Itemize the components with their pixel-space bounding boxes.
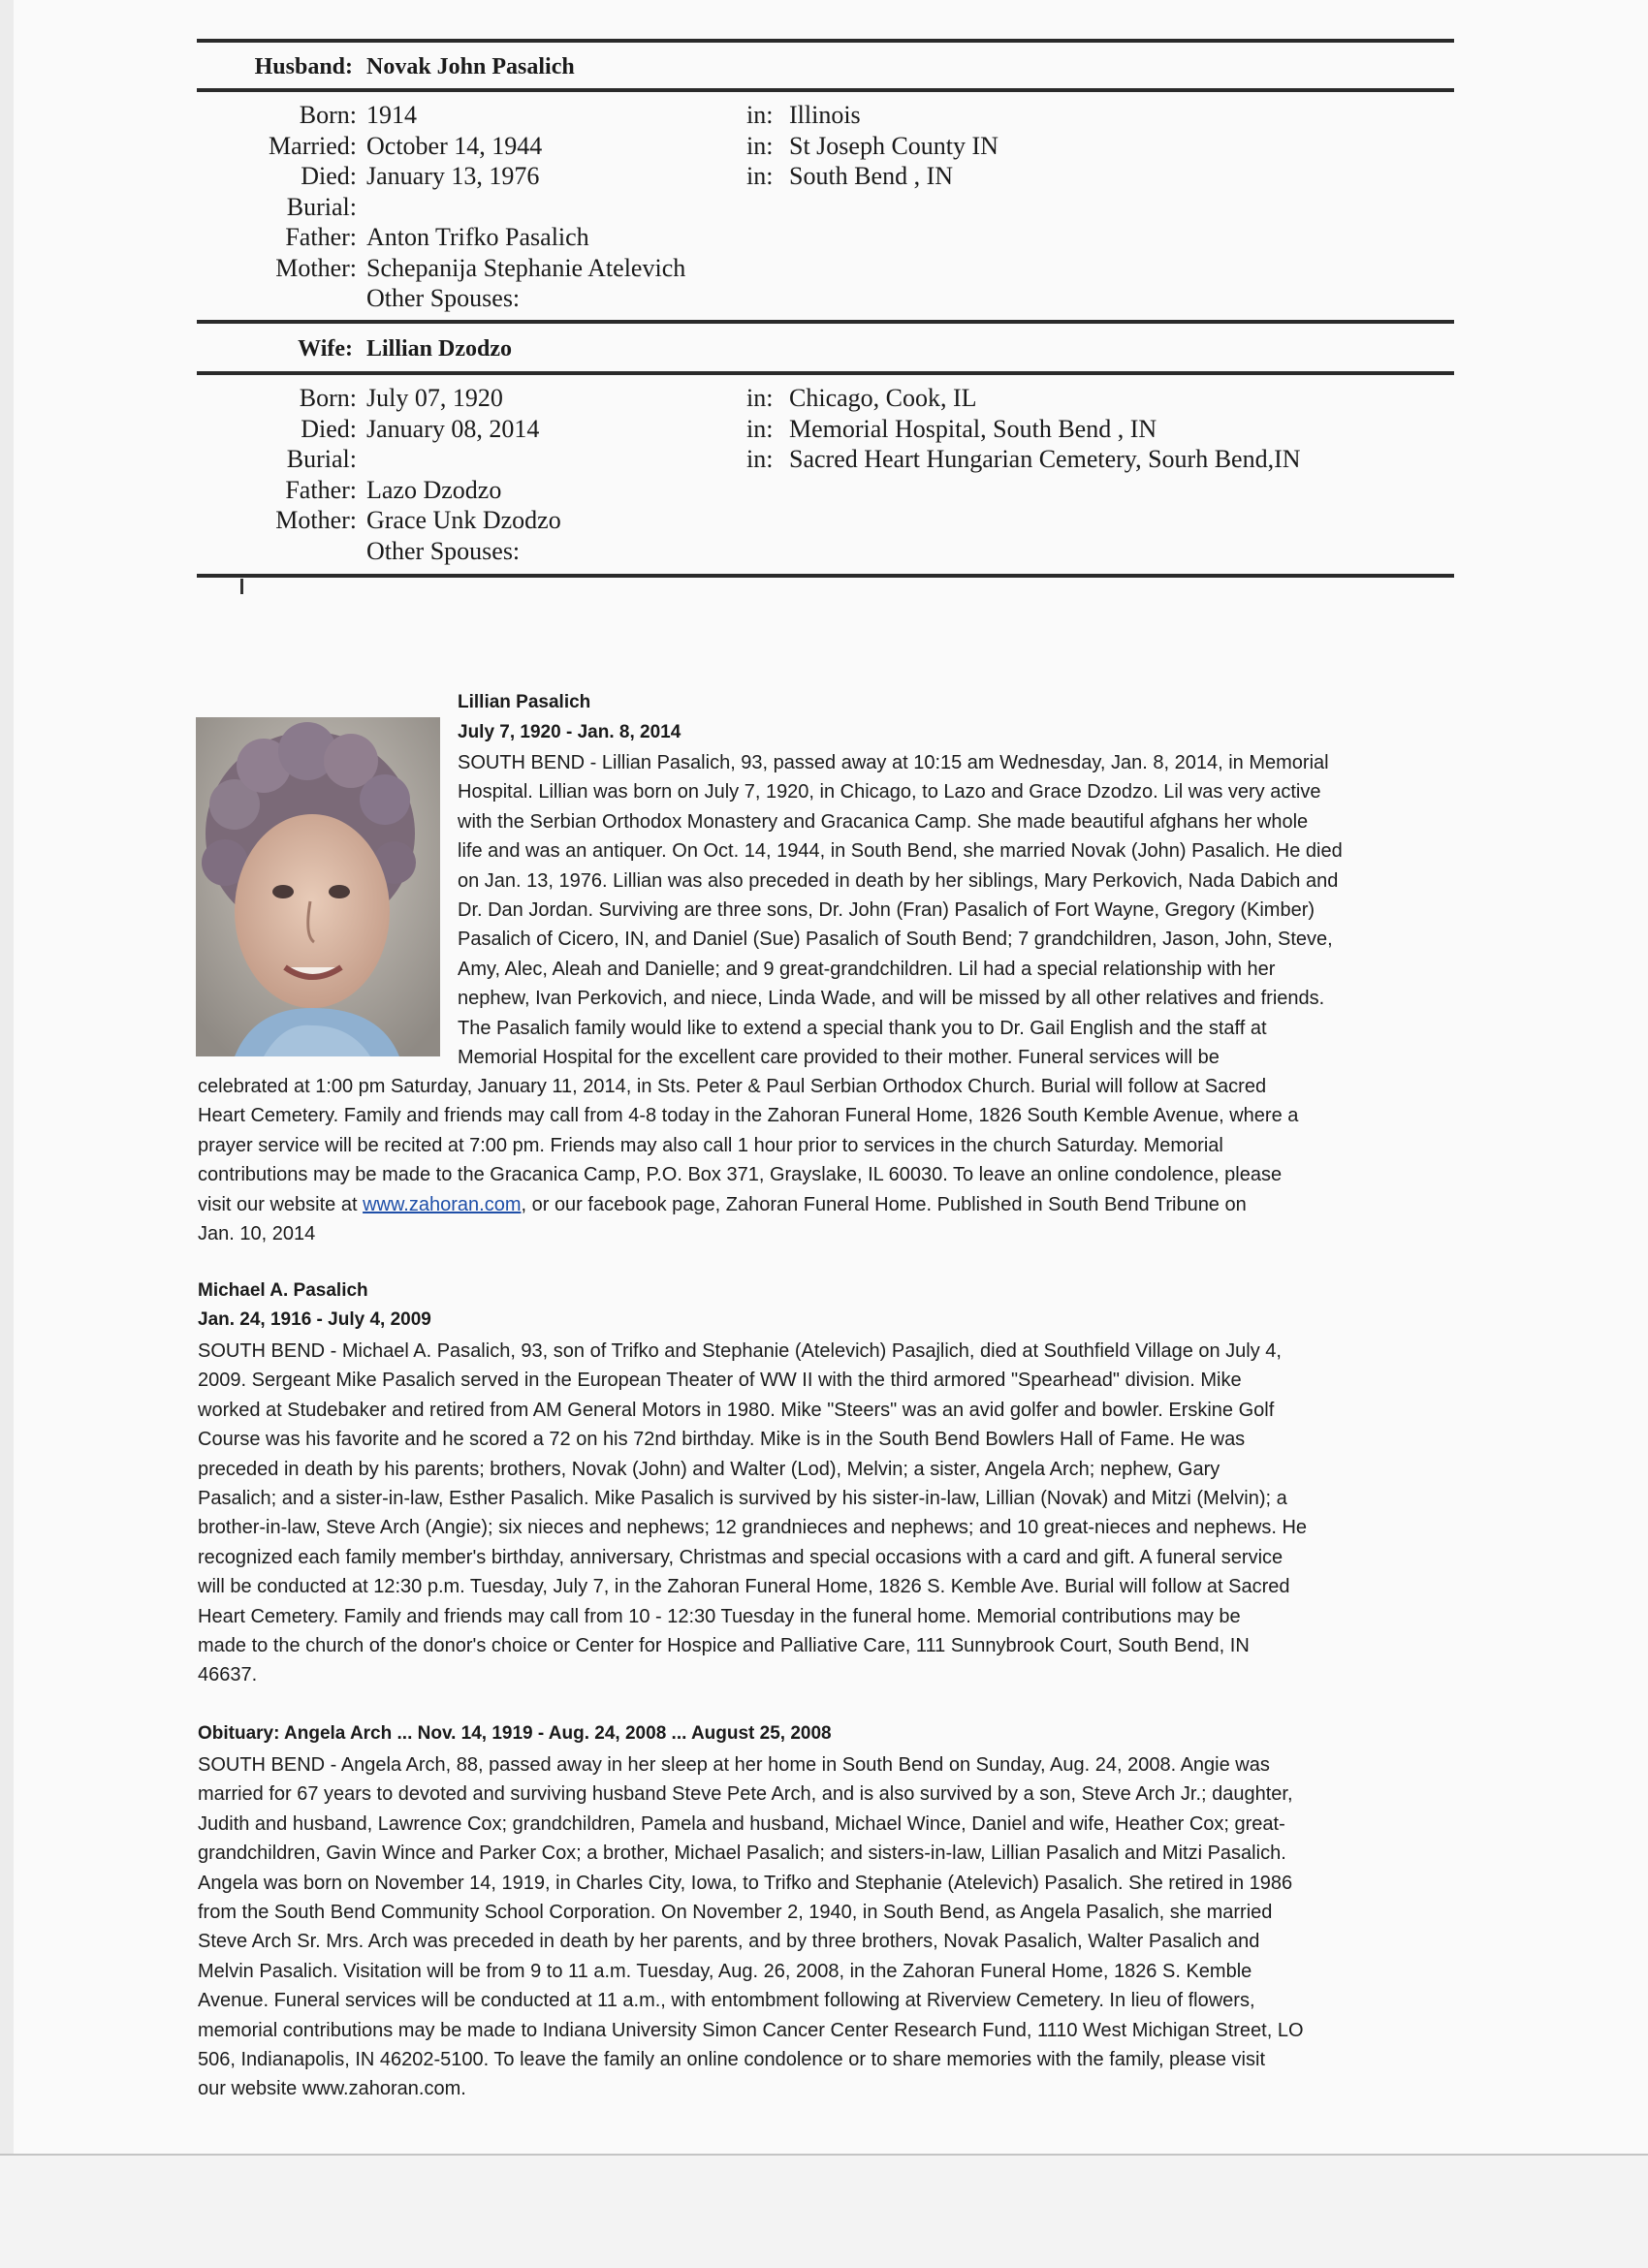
obit2-text-line: worked at Studebaker and retired from AM General Motors in 1980. Mike "Steers" was an avid golfer and bowler. Erskine Golf (198, 1399, 1275, 1421)
obit1-text-line: Amy, Alec, Aleah and Danielle; and 9 great-grandchildren. Lil had a special relationship with her (458, 958, 1276, 980)
obit1-wrapped-text (458, 748, 1343, 1072)
husband-fact-value: January 13, 1976 (366, 162, 540, 190)
portrait-photo (196, 717, 440, 1056)
husband-fact-label: Burial: (286, 192, 357, 221)
obit1-full-text (198, 1072, 1298, 1190)
wife-fact-in: in: (746, 384, 774, 412)
obit2-name: Michael A. Pasalich (198, 1280, 368, 1301)
obit1-text-line: The Pasalich family would like to extend a special thank you to Dr. Gail English and the staff at (458, 1017, 1267, 1039)
obit1-text-line: SOUTH BEND - Lillian Pasalich, 93, passed away at 10:15 am Wednesday, Jan. 8, 2014, in Memorial (458, 752, 1329, 773)
husband-fact-place: St Joseph County IN (789, 131, 998, 160)
obit2-text-line: recognized each family member's birthday, anniversary, Christmas and special occasions with a card and gift. A funeral service (198, 1546, 1284, 1568)
husband-fact-label: Born: (299, 101, 357, 129)
top-rule (197, 39, 1454, 43)
obit3-text-line: Melvin Pasalich. Visitation will be from 9 to 11 a.m. Tuesday, Aug. 26, 2008, in the Zahoran Funeral Home, 1826 S. Kemble (198, 1960, 1252, 1982)
obit2-text-line: preceded in death by his parents; brothers, Novak (John) and Walter (Lod), Melvin; a sister, Angela Arch; nephew, Gary (198, 1458, 1220, 1480)
husband-name: Novak John Pasalich (366, 54, 575, 79)
husband-fact-value: Other Spouses: (366, 284, 521, 312)
obit2-text-line: Course was his favorite and he scored a 72 on his 72nd birthday. Mike is in the South Bend Bowlers Hall of Fame. He was (198, 1429, 1246, 1451)
obit2-text-line: 46637. (198, 1664, 258, 1686)
husband-fact-place: South Bend , IN (789, 162, 953, 190)
scan-bottom-edge (0, 2154, 1648, 2268)
obit3-text-line: Avenue. Funeral services will be conducted at 11 a.m., with entombment following at Riverview Cemetery. In lieu of flowers, (198, 1990, 1255, 2012)
obit1-text-line: nephew, Ivan Perkovich, and niece, Linda Wade, and will be missed by all other relatives and friends. (458, 988, 1325, 1010)
husband-fact-in: in: (746, 162, 774, 190)
obit1-text-line: Hospital. Lillian was born on July 7, 1920, in Chicago, to Lazo and Grace Dzodzo. Lil was very active (458, 781, 1321, 803)
obit1-text-line: life and was an antiquer. On Oct. 14, 1944, in South Bend, she married Novak (John) Pasalich. He died (458, 840, 1343, 863)
obit3-text-line: from the South Bend Community School Corporation. On November 2, 1940, in South Bend, as Angela Pasalich, she married (198, 1901, 1273, 1923)
wife-fact-label: Born: (299, 384, 357, 412)
portrait-image (196, 717, 440, 1056)
obit1-name: Lillian Pasalich (458, 692, 591, 712)
obit3-text-line: married for 67 years to devoted and surviving husband Steve Pete Arch, and is also survived by a son, Steve Arch Jr.; daughter, (198, 1783, 1293, 1806)
obit2-text-line: Pasalich; and a sister-in-law, Esther Pasalich. Mike Pasalich is survived by his sister-in-law, Lillian (Novak) and Mitzi (Melvin); a (198, 1487, 1287, 1509)
obit3-text-line: memorial contributions may be made to Indiana University Simon Cancer Center Research Fund, 1110 West Michigan Street, LO (198, 2019, 1304, 2041)
zahoran-website-link[interactable]: www.zahoran.com (363, 1194, 522, 1215)
rule-tick (240, 579, 243, 594)
husband-rule (197, 88, 1454, 92)
obit3-text-line: Angela was born on November 14, 1919, in Charles City, Iowa, to Trifko and Stephanie (Atelevich) Pasalich. She retired in 1986 (198, 1872, 1293, 1894)
obit2-text-line: brother-in-law, Steve Arch (Angie); six nieces and nephews; 12 grandnieces and nephews; and 10 great-nieces and nephews. He (198, 1517, 1308, 1539)
wife-fact-value: January 08, 2014 (366, 414, 540, 443)
husband-fact-label: Mother: (275, 253, 357, 282)
husband-heading-label: Husband: (254, 54, 353, 79)
obit3-text-line: Judith and husband, Lawrence Cox; grandchildren, Pamela and husband, Michael Wince, Daniel and wife, Heather Cox; great- (198, 1812, 1285, 1835)
wife-fact-place: Chicago, Cook, IL (789, 384, 977, 412)
wife-fact-label: Died: (301, 414, 357, 443)
obit3-text-line: 506, Indianapolis, IN 46202-5100. To leave the family an online condolence or to share memories with the family, please visit (198, 2048, 1265, 2070)
wife-fact-value: Other Spouses: (366, 536, 521, 565)
obit3-text-line: our website www.zahoran.com. (198, 2078, 466, 2100)
obit1-text-line: prayer service will be recited at 7:00 pm. Friends may also call 1 hour prior to services in the church Saturday. Memorial (198, 1134, 1223, 1156)
obit1-text-line: Memorial Hospital for the excellent care provided to their mother. Funeral services will be (458, 1046, 1220, 1068)
wife-fact-value: July 07, 1920 (366, 384, 503, 412)
scan-edge (0, 0, 14, 2266)
husband-fact-value: Schepanija Stephanie Atelevich (366, 253, 686, 282)
husband-fact-in: in: (746, 101, 774, 129)
wife-fact-label: Father: (285, 475, 357, 504)
obit1-text-line: Dr. Dan Jordan. Surviving are three sons, Dr. John (Fran) Pasalich of Fort Wayne, Gregory (Kimber) (458, 898, 1315, 921)
husband-fact-value: 1914 (366, 101, 417, 129)
obit1-dates: July 7, 1920 - Jan. 8, 2014 (458, 722, 681, 742)
obit2-dates: Jan. 24, 1916 - July 4, 2009 (198, 1309, 431, 1330)
obit1-text-line: Pasalich of Cicero, IN, and Daniel (Sue) Pasalich of South Bend; 7 grandchildren, Jason, John, Steve, (458, 929, 1333, 951)
obit2-text-line: SOUTH BEND - Michael A. Pasalich, 93, son of Trifko and Stephanie (Atelevich) Pasajlich, died at Southfield Village on July 4, (198, 1340, 1282, 1362)
wife-fact-in: in: (746, 445, 774, 473)
wife-fact-place: Memorial Hospital, South Bend , IN (789, 414, 1157, 443)
wife-fact-label: Burial: (286, 445, 357, 473)
husband-fact-label: Father: (285, 223, 357, 251)
obit2-text-line: made to the church of the donor's choice or Center for Hospice and Palliative Care, 111 Sunnybrook Court, South Bend, IN (198, 1634, 1250, 1656)
husband-fact-label: Died: (301, 162, 357, 190)
obit3-text-line: SOUTH BEND - Angela Arch, 88, passed away in her sleep at her home in South Bend on Sunday, Aug. 24, 2008. Angie was (198, 1754, 1270, 1776)
wife-name: Lillian Dzodzo (366, 336, 513, 362)
wife-fact-in: in: (746, 414, 774, 443)
obit2-text-line: will be conducted at 12:30 p.m. Tuesday, July 7, in the Zahoran Funeral Home, 1826 S. Kemble Ave. Burial will follow at Sacred (198, 1576, 1290, 1598)
husband-fact-in: in: (746, 131, 774, 160)
obit1-text-line: Heart Cemetery. Family and friends may call from 4-8 today in the Zahoran Funeral Home, 1826 South Kemble Avenue, where a (198, 1105, 1299, 1127)
obit1-text-line: contributions may be made to the Gracanica Camp, P.O. Box 371, Grayslake, IL 60030. To leave an online condolence, please (198, 1164, 1283, 1186)
wife-fact-value: Lazo Dzodzo (366, 475, 502, 504)
wife-fact-place: Sacred Heart Hungarian Cemetery, Sourh Bend,IN (789, 445, 1301, 473)
wife-fact-value: Grace Unk Dzodzo (366, 506, 561, 534)
wife-heading-label: Wife: (298, 336, 353, 362)
obit3-text-line: Steve Arch Sr. Mrs. Arch was preceded in death by her parents, and by three brothers, Novak Pasalich, Walter Pasalich and (198, 1931, 1260, 1953)
obit3-text (198, 1750, 1304, 2104)
obit3-text-line: grandchildren, Gavin Wince and Parker Cox; a brother, Michael Pasalich; and sisters-in-law, Lillian Pasalich and Mitzi Pasalich. (198, 1843, 1286, 1865)
obit1-last-line: Jan. 10, 2014 (198, 1223, 316, 1245)
husband-fact-place: Illinois (789, 101, 861, 129)
obit2-text (198, 1337, 1307, 1690)
obit1-link-before: visit our website at (198, 1194, 364, 1215)
husband-fact-value: Anton Trifko Pasalich (366, 223, 589, 251)
wife-fact-label: Mother: (275, 506, 357, 534)
wife-top-rule (197, 320, 1454, 324)
obit1-text-line: with the Serbian Orthodox Monastery and Gracanica Camp. She made beautiful afghans her whole (458, 810, 1309, 833)
husband-fact-value: October 14, 1944 (366, 131, 543, 160)
obit1-link-paragraph (198, 1190, 1247, 1249)
wife-rule (197, 371, 1454, 375)
obit2-text-line: 2009. Sergeant Mike Pasalich served in the European Theater of WW II with the third armored "Spearhead" division. Mike (198, 1370, 1242, 1392)
obit1-text-line: on Jan. 13, 1976. Lillian was also preceded in death by her siblings, Mary Perkovich, Nada Dabich and (458, 869, 1339, 892)
obit3-heading: Obituary: Angela Arch ... Nov. 14, 1919 - Aug. 24, 2008 ... August 25, 2008 (198, 1723, 832, 1744)
obit2-text-line: Heart Cemetery. Family and friends may call from 10 - 12:30 Tuesday in the funeral home. Memorial contributions may be (198, 1605, 1241, 1627)
bottom-rule (197, 574, 1454, 578)
obit1-text-line: celebrated at 1:00 pm Saturday, January 11, 2014, in Sts. Peter & Paul Serbian Orthodox Church. Burial will follow at Sacred (198, 1076, 1267, 1097)
husband-fact-label: Married: (269, 131, 357, 160)
obit1-link-after: , or our facebook page, Zahoran Funeral Home. Published in South Bend Tribune on (521, 1194, 1247, 1215)
